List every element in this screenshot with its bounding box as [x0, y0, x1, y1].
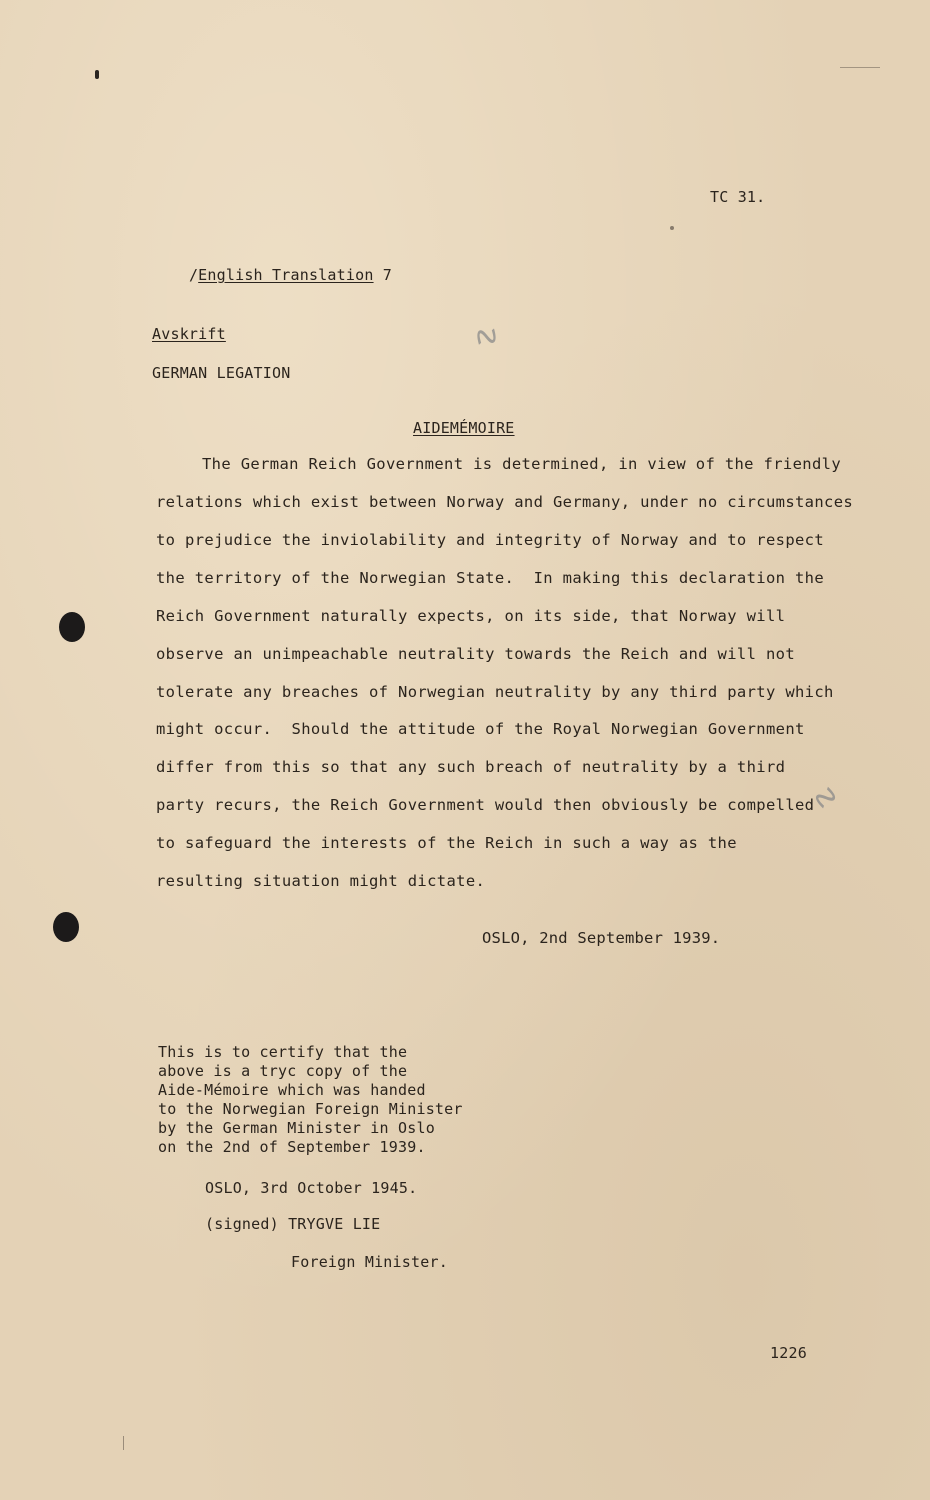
cert-line: by the German Minister in Oslo [158, 1119, 435, 1137]
pencil-dash [840, 67, 880, 68]
cert-line: on the 2nd of September 1939. [158, 1138, 426, 1156]
body-line: observe an unimpeachable neutrality towards the Reich and will not [156, 645, 795, 663]
certification-date: OSLO, 3rd October 1945. [205, 1179, 418, 1197]
bracket-close: 7 [373, 266, 393, 284]
memo-title: AIDEMÉMOIRE [413, 419, 515, 437]
avskrift-label: Avskrift [152, 325, 226, 343]
cert-line: This is to certify that the [158, 1043, 408, 1061]
body-line: relations which exist between Norway and Germany, under no circumstances [156, 493, 854, 511]
cert-line: above is a tryc copy of the [158, 1062, 408, 1080]
signature-line: (signed) TRYGVE LIE [205, 1215, 381, 1233]
body-line: differ from this so that any such breach of neutrality by a third [156, 758, 786, 776]
signer-title: Foreign Minister. [291, 1253, 448, 1271]
body-line: the territory of the Norwegian State. In making this declaration the [156, 569, 825, 587]
document-reference: TC 31. [710, 188, 766, 206]
body-line: resulting situation might dictate. [156, 872, 486, 890]
ink-speck [95, 70, 99, 79]
body-line: party recurs, the Reich Government would then obviously be compelled [156, 796, 815, 814]
translation-note [152, 248, 392, 302]
cert-line: Aide-Mémoire which was handed [158, 1081, 426, 1099]
body-line: to safeguard the interests of the Reich in such a way as the [156, 834, 737, 852]
body-line: The German Reich Government is determined, in view of the friendly [202, 455, 841, 473]
translation-label: English Translation [198, 266, 374, 284]
page-number: 1226 [770, 1344, 807, 1362]
ink-speck [670, 226, 674, 230]
legation-label: GERMAN LEGATION [152, 364, 291, 382]
cert-line: to the Norwegian Foreign Minister [158, 1100, 463, 1118]
body-line: to prejudice the inviolability and integrity of Norway and to respect [156, 531, 825, 549]
punch-hole-bottom [53, 912, 79, 942]
pencil-annotation: ∿ [800, 779, 848, 821]
body-line: tolerate any breaches of Norwegian neutrality by any third party which [156, 683, 834, 701]
body-line: might occur. Should the attitude of the Royal Norwegian Government [156, 720, 805, 738]
pencil-tick [123, 1436, 124, 1450]
bracket-open: / [188, 266, 199, 284]
pencil-annotation: ∿ [460, 313, 509, 363]
memo-date: OSLO, 2nd September 1939. [482, 929, 721, 947]
body-line: Reich Government naturally expects, on its side, that Norway will [156, 607, 786, 625]
punch-hole-top [59, 612, 85, 642]
